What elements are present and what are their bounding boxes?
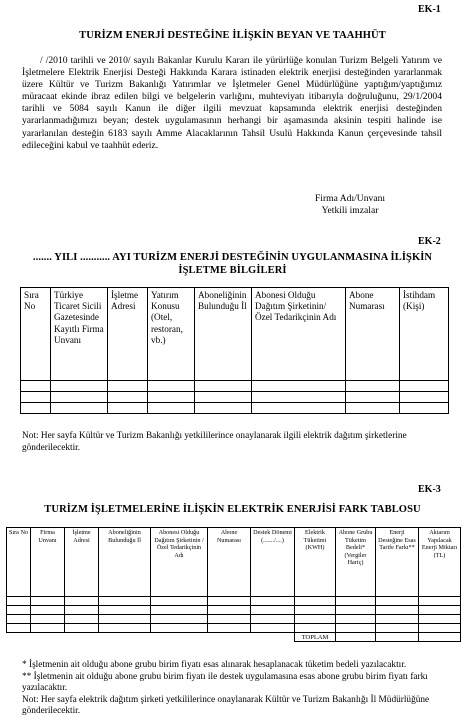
signature-block (290, 193, 410, 217)
col-header-istihdam: İstihdam (Kişi) (400, 288, 449, 381)
authorized-signatures-label: Yetkili imzalar (321, 205, 379, 216)
footnote-1: * İşletmenin ait olduğu abone grubu birim fiyatı esas alınarak hesaplanacak tüketim bedeli yazılacaktır. (22, 660, 407, 670)
col-header-aktarim-miktari: Aktarım Yapılacak Enerji Miktarı (TL) (419, 528, 461, 597)
table-row (21, 392, 449, 403)
col-header-elektrik-tuketimi: Elektrik Tüketimi (KWH) (295, 528, 336, 597)
ek2-note: Not: Her sayfa Kültür ve Turizm Bakanlığı yetkililerince onaylanarak ilgili elektrik dağıtım şirketlerine gönderilecektir. (22, 431, 407, 453)
col-header-firma-unvani: Firma Unvanı (31, 528, 65, 597)
col-header-destek-donemi: Destek Dönemi (......./....) (251, 528, 295, 597)
total-row (7, 633, 461, 642)
col-header-sira-no: Sıra No (21, 288, 51, 381)
col-header-isletme-adresi: İşletme Adresi (108, 288, 148, 381)
table-row (7, 615, 461, 624)
col-header-abonelik-ili: Aboneliğinin Bulunduğu İl (99, 528, 151, 597)
footnote-2: ** İşletmenin ait olduğu abone grubu birim fiyatı ile destek uygulamasına esas abone grubu birim fiyatı farkı yazılacaktır. (22, 671, 428, 694)
col-header-tuketim-bedeli: Abone Grubu Tüketim Bedeli* (Vergiler Hariç) (336, 528, 376, 597)
col-header-abone-numarasi: Abone Numarası (208, 528, 251, 597)
electricity-difference-table (6, 527, 461, 642)
table-row (7, 606, 461, 615)
table-row (7, 597, 461, 606)
col-header-tarife-farki: Enerji Desteğine Esas Tarife Farkı** (376, 528, 419, 597)
footnote-3: Not: Her sayfa elektrik dağıtım şirketi yetkililerince onaylanarak Kültür ve Turizm Bakanlığı İl Müdürlüğüne gönderilecektir. (22, 694, 430, 717)
ek3-title: TURİZM İŞLETMELERİNE İLİŞKİN ELEKTRİK ENERJİSİ FARK TABLOSU (44, 504, 421, 515)
ek1-paragraph: / /2010 tarihli ve 2010/ sayılı Bakanlar Kurulu Kararı ile yürürlüğe konulan Turizm Belgeli Yatırım ve İşletmelere Elektrik Enerjisi Desteği Hakkında Karara istinaden elektrik enerjisi desteğinden yararlanmak üzere Kültür ve Turizm Bakanlığı Yatırımlar ve İşletmeler Genel Müdürlüğüne yaptığım/yaptığımız müracaat ekinde ibraz edilen bilgi ve belgelerin varlığını, muhteviyatı itibarıyla doğruluğunu, 29/1/2004 tarihli ve 5084 sayılı Kanun ile diğer ilgili mevzuat kapsamında elektrik enerjisi desteğinden yararlanmadığımızı beyan; destek uygulamasının herhangi bir aşamasında aksinin tespiti halinde ise yararlanılan desteğin 6183 sayılı Amme Alacaklarının Tahsil Usulü Hakkında Kanun çerçevesinde tahsil edileceğini kabul ve taahhüt ederiz. (22, 55, 442, 151)
ek1-label: EK-1 (418, 4, 441, 15)
ek3-label: EK-3 (418, 484, 441, 495)
company-name-label: Firma Adı/Unvanı (314, 193, 386, 204)
ek2-title-line1: ....... YILI ........... AYI TURİZM ENERJİ DESTEĞİNİN UYGULANMASINA İLİŞKİN (32, 252, 433, 263)
ek1-title: TURİZM ENERJİ DESTEĞİNE İLİŞKİN BEYAN VE TAAHHÜT (79, 30, 386, 41)
total-label: TOPLAM (295, 633, 336, 642)
col-header-dagitim-sirketi: Abonesi Olduğu Dağıtım Şirketinin/Özel Tedarikçinin Adı (252, 288, 346, 381)
ek3-footnotes (22, 660, 442, 718)
col-header-sira-no: Sıra No (7, 528, 31, 597)
table-header-row (7, 528, 461, 597)
table-header-row (21, 288, 449, 381)
col-header-firma-unvani: Türkiye Ticaret Sicili Gazetesinde Kayıtlı Firma Unvanı (51, 288, 108, 381)
ek2-label: EK-2 (418, 236, 441, 247)
col-header-yatirim-konusu: Yatırım Konusu (Otel, restoran, vb.) (148, 288, 195, 381)
table-row (7, 624, 461, 633)
col-header-isletme-adresi: İşletme Adresi (65, 528, 99, 597)
business-info-table (20, 287, 449, 414)
table-row (21, 403, 449, 414)
col-header-abonelik-ili: Aboneliğinin Bulunduğu İl (195, 288, 252, 381)
ek2-title-line2: İŞLETME BİLGİLERİ (178, 265, 287, 276)
col-header-dagitim-sirketi: Abonesi Olduğu Dağıtım Şirketinin /Özel Tedarikçinin Adı (151, 528, 208, 597)
table-row (21, 381, 449, 392)
ek2-title (20, 251, 445, 277)
col-header-abone-numarasi: Abone Numarası (346, 288, 400, 381)
